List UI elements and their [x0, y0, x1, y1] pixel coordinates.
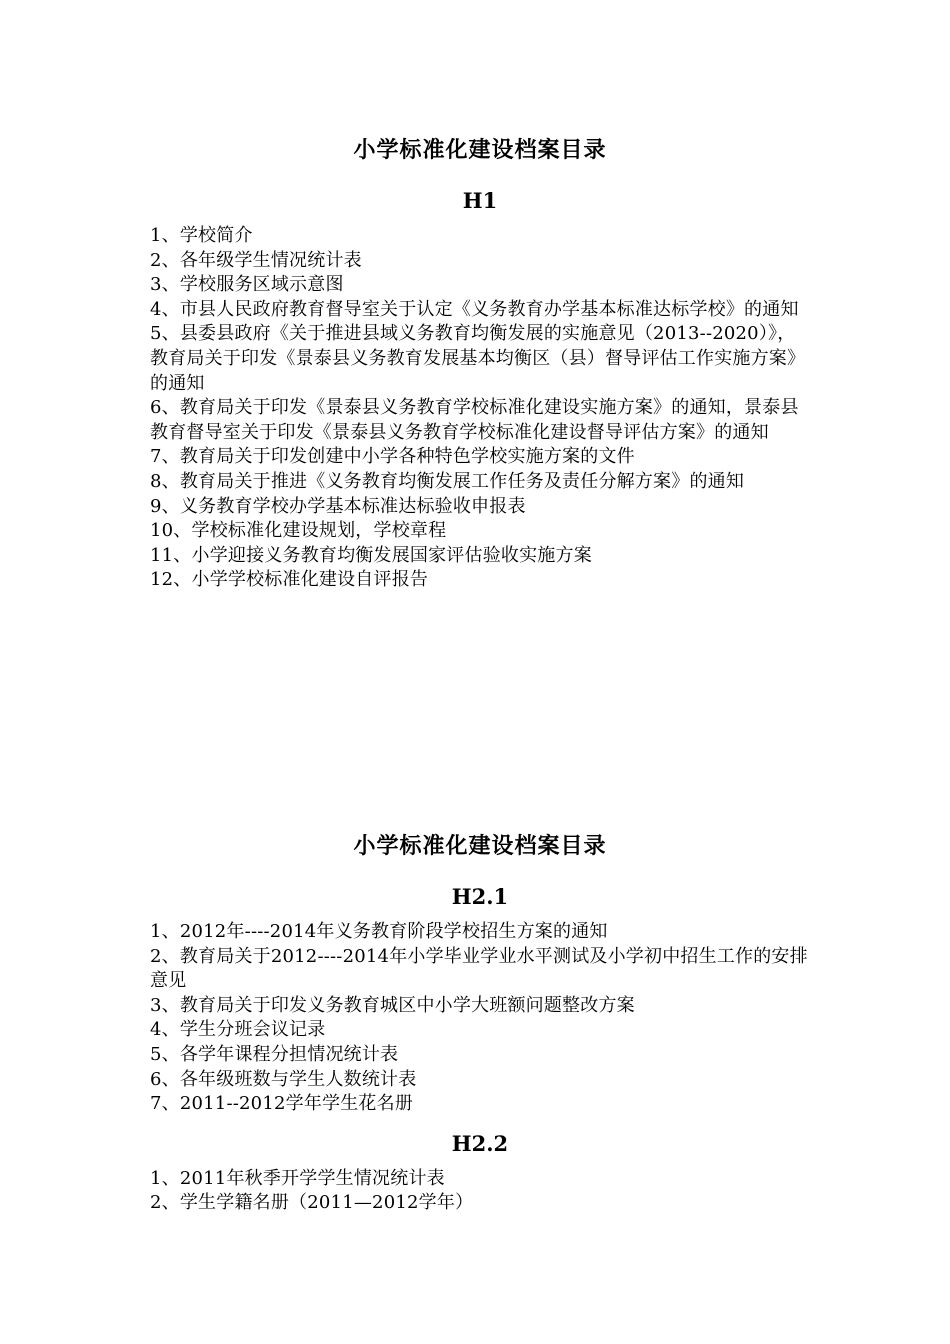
list-item: 6、各年级班数与学生人数统计表 [150, 1068, 417, 1090]
list-item: 4、学生分班会议记录 [150, 1019, 326, 1041]
list-item: 1、学校简介 [150, 225, 253, 246]
list-item: 11、小学迎接义务教育均衡发展国家评估验收实施方案 [150, 544, 592, 566]
list-item: 5、县委县政府《关于推进县域义务教育均衡发展的实施意见（2013--2020）》，教育局关于印发《景泰县义务教育发展基本均衡区（县）督导评估工作实施方案》的通知 [150, 323, 806, 394]
list-item: 2、学生学籍名册（2011—2012学年） [150, 1192, 474, 1214]
list-item: 5、各学年课程分担情况统计表 [150, 1043, 399, 1065]
section-heading-h1: H1 [462, 188, 498, 213]
page-title: 小学标准化建设档案目录 [353, 137, 607, 163]
archive-section-h2 [150, 828, 810, 1216]
list-item: 7、2011--2012学年学生花名册 [150, 1093, 414, 1115]
list-item: 10、学校标准化建设规划，学校章程 [150, 520, 447, 542]
list-item: 1、2011年秋季开学学生情况统计表 [150, 1167, 445, 1189]
list-item: 2、教育局关于2012----2014年小学毕业学业水平测试及小学初中招生工作的安排意见 [150, 945, 808, 992]
item-list-h1 [150, 224, 810, 593]
item-list-h2-1 [150, 920, 810, 1117]
item-list-h2-2 [150, 1167, 810, 1216]
archive-section-h1 [150, 132, 810, 593]
list-item: 6、教育局关于印发《景泰县义务教育学校标准化建设实施方案》的通知，景泰县教育督导室关于印发《景泰县义务教育学校标准化建设督导评估方案》的通知 [150, 397, 799, 443]
list-item: 8、教育局关于推进《义务教育均衡发展工作任务及责任分解方案》的通知 [150, 470, 745, 492]
section-heading-h2-1: H2.1 [451, 884, 509, 909]
list-item: 1、2012年----2014年义务教育阶段学校招生方案的通知 [150, 921, 608, 942]
list-item: 3、教育局关于印发义务教育城区中小学大班额问题整改方案 [150, 994, 635, 1016]
list-item: 2、各年级学生情况统计表 [150, 249, 362, 271]
section-heading-h2-2: H2.2 [451, 1130, 509, 1156]
page-title: 小学标准化建设档案目录 [353, 833, 607, 859]
list-item: 4、市县人民政府教育督导室关于认定《义务教育办学基本标准达标学校》的通知 [150, 298, 799, 320]
list-item: 3、学校服务区域示意图 [150, 274, 344, 296]
list-item: 7、教育局关于印发创建中小学各种特色学校实施方案的文件 [150, 446, 635, 468]
list-item: 9、义务教育学校办学基本标准达标验收申报表 [150, 495, 526, 517]
list-item: 12、小学学校标准化建设自评报告 [150, 569, 429, 591]
